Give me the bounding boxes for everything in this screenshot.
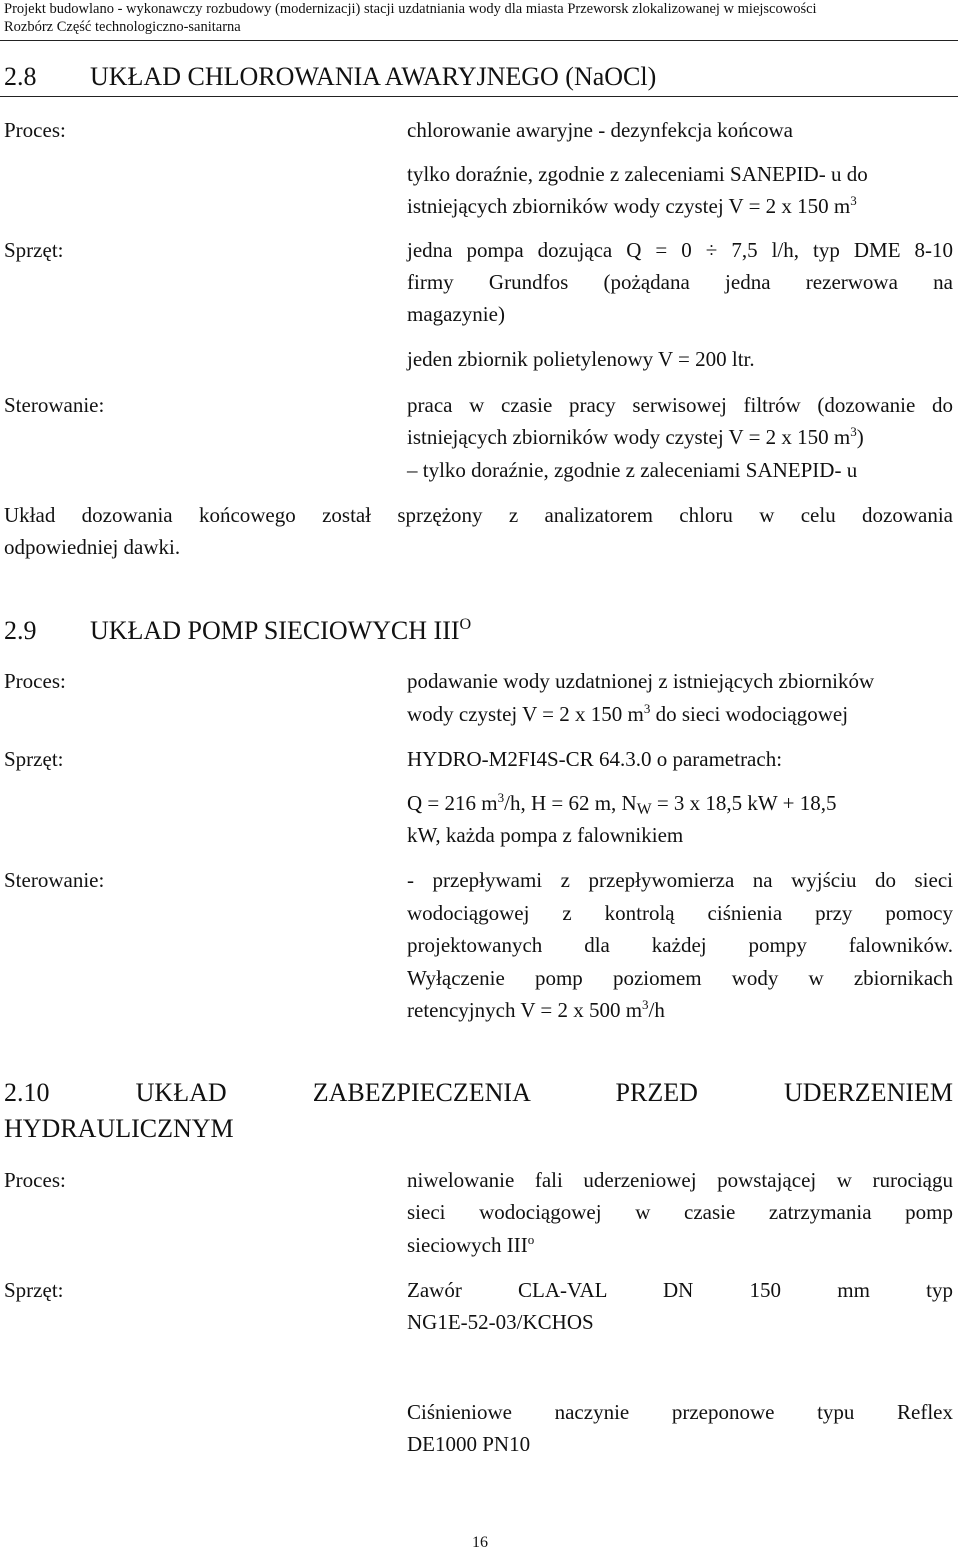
label-sterowanie: Sterowanie:: [4, 393, 105, 417]
sterowanie-text-line: retencyjnych V = 2 x 500 $m^3/h$: [407, 996, 665, 1022]
sprzet-text-line: kW, każda pompa z falownikiem: [407, 823, 684, 847]
sprzet-text-line: DE1000 PN10: [407, 1432, 531, 1456]
label-proces: Proces:: [4, 118, 66, 142]
sprzet-text-line: jeden zbiornik polietylenowy V = 200 ltr.: [407, 347, 755, 371]
sprzet-text-line: Ciśnieniowe naczynie przeponowe typu Reflex: [407, 1400, 953, 1424]
section-2-9-title: UKŁAD POMP SIECIOWYCH $III^O$: [90, 616, 472, 645]
page-number: 16: [472, 1534, 488, 1551]
proces-text-line: wody czystej V = 2 x 150 $m^3$ do sieci wodociągowej: [407, 700, 849, 726]
header-rule: [0, 40, 958, 41]
proces-text-line: istniejących zbiorników wody czystej V = 2 x 150 $m^3$: [407, 192, 857, 218]
paragraph-line: odpowiedniej dawki.: [4, 535, 181, 559]
sterowanie-text-line: praca w czasie pracy serwisowej filtrów (dozowanie do: [407, 393, 953, 417]
proces-text-line: sieciowych III$^o$: [407, 1231, 535, 1257]
sprzet-text-line: jedna pompa dozująca Q = 0 ÷ 7,5 l/h, typ DME 8-10: [407, 238, 954, 262]
header-line-1: Projekt budowlano - wykonawczy rozbudowy (modernizacji) stacji uzdatniania wody dla miasta Przeworsk zlokalizowanej w miejscowości: [4, 1, 817, 17]
section-2-8-number: 2.8: [4, 62, 37, 91]
label-sprzet: Sprzęt:: [4, 747, 64, 771]
sprzet-text-line: Q = 216 $m^3/h$, H = 62 m, $N_W = 3$ x 18,5 kW + 18,5: [407, 789, 837, 818]
label-sterowanie: Sterowanie:: [4, 868, 105, 892]
section-2-8-rule: [0, 96, 958, 97]
sterowanie-text-line: – tylko doraźnie, zgodnie z zaleceniami SANEPID- u: [407, 458, 858, 482]
label-proces: Proces:: [4, 1168, 66, 1192]
sterowanie-text-line: wodociągowej z kontrolą ciśnienia przy pomocy: [407, 901, 953, 925]
proces-text-line: niwelowanie fali uderzeniowej powstającej w rurociągu: [407, 1168, 953, 1192]
proces-text-line: chlorowanie awaryjne - dezynfekcja końcowa: [407, 118, 793, 142]
sprzet-text-line: Zawór CLA-VAL DN 150 mm typ: [407, 1278, 953, 1302]
sterowanie-text-line: - przepływami z przepływomierza na wyjściu do sieci: [407, 868, 953, 892]
sprzet-text-line: HYDRO-M2FI4S-CR 64.3.0 o parametrach:: [407, 747, 783, 771]
running-header: [4, 0, 817, 36]
sprzet-text-line: firmy Grundfos (pożądana jedna rezerwowa na: [407, 270, 953, 294]
label-sprzet: Sprzęt:: [4, 238, 64, 262]
proces-text-line: tylko doraźnie, zgodnie z zaleceniami SANEPID- u do: [407, 162, 868, 186]
sterowanie-text-line: Wyłączenie pomp poziomem wody w zbiornikach: [407, 966, 953, 990]
header-line-2: Rozbórz Część technologiczno-sanitarna: [4, 19, 241, 35]
sprzet-text-line: NG1E-52-03/KCHOS: [407, 1310, 594, 1334]
label-proces: Proces:: [4, 669, 66, 693]
section-2-10-title: 2.10 UKŁAD ZABEZPIECZENIA PRZED UDERZENIEM: [4, 1078, 953, 1107]
section-2-8-title: UKŁAD CHLOROWANIA AWARYJNEGO (NaOCl): [90, 62, 657, 91]
sprzet-text-line: magazynie): [407, 302, 505, 326]
proces-text-line: sieci wodociągowej w czasie zatrzymania pomp: [407, 1200, 953, 1224]
proces-text-line: podawanie wody uzdatnionej z istniejących zbiorników: [407, 669, 875, 693]
sterowanie-text-line: projektowanych dla każdej pompy falowników.: [407, 933, 953, 957]
sterowanie-text-line: istniejących zbiorników wody czystej V = 2 x 150 $m^3$): [407, 423, 864, 449]
section-2-9-number: 2.9: [4, 616, 37, 645]
paragraph-line: Układ dozowania końcowego został sprzężony z analizatorem chloru w celu dozowania: [4, 503, 953, 527]
section-2-10-title-continued: HYDRAULICZNYM: [4, 1114, 234, 1143]
label-sprzet: Sprzęt:: [4, 1278, 64, 1302]
